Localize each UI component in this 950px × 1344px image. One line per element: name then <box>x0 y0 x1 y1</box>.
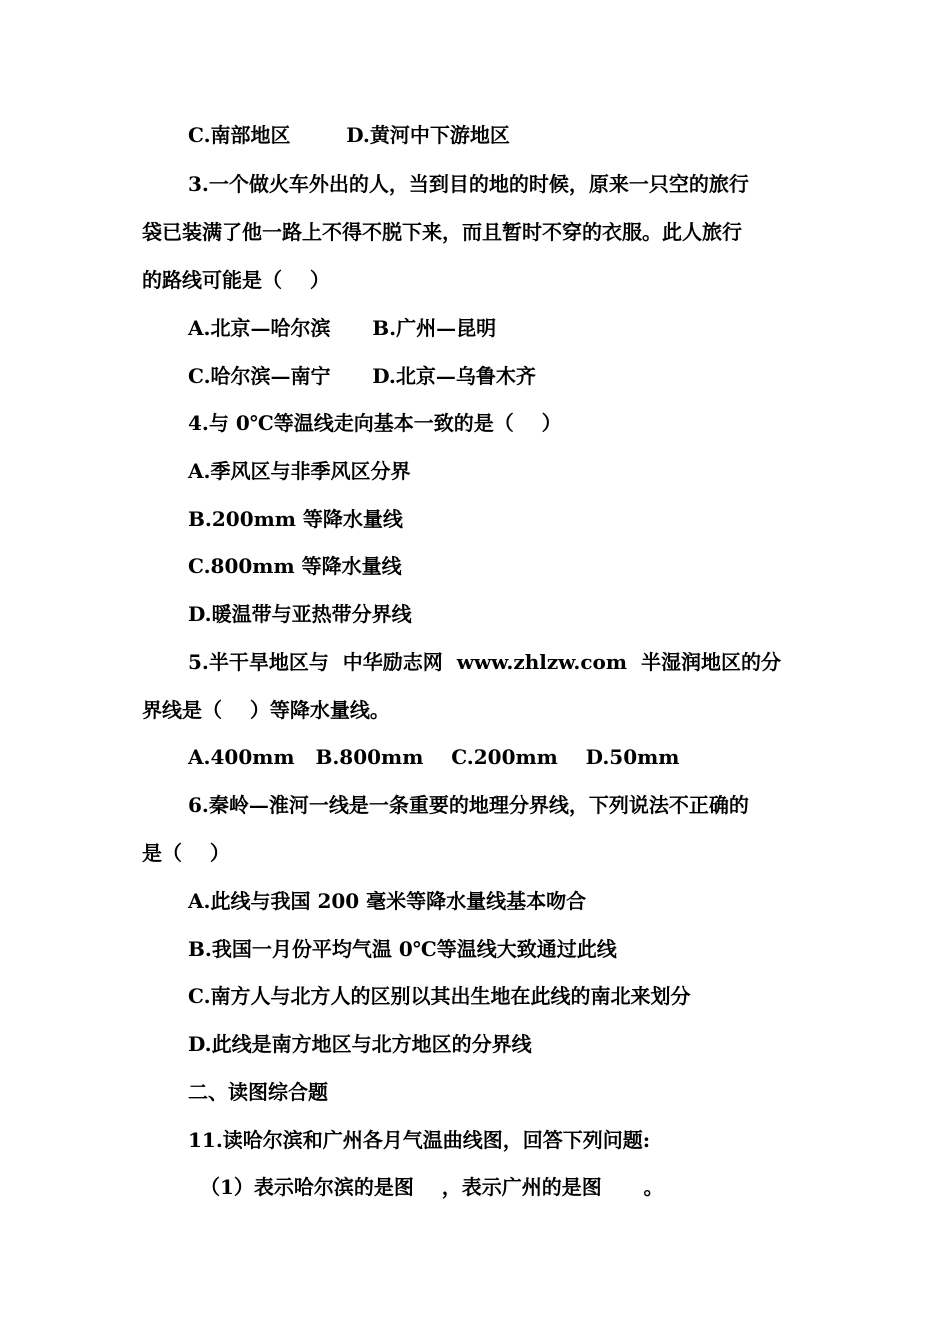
question-11-part-1: （1）表示哈尔滨的是图 ，表示广州的是图 。 <box>200 1175 664 1199</box>
option-4d: D.暖温带与亚热带分界线 <box>188 602 412 626</box>
question-5-text: 5.半干旱地区与 中华励志网 www.zhlzw.com 半湿润地区的分 <box>188 650 781 674</box>
option-4b: B.200mm 等降水量线 <box>188 507 403 531</box>
option-line-3cd: C.哈尔滨—南宁 D.北京—乌鲁木齐 <box>188 364 536 388</box>
question-3-text: 3.一个做火车外出的人，当到目的地的时候，原来一只空的旅行 <box>188 172 749 196</box>
option-6b: B.我国一月份平均气温 0℃等温线大致通过此线 <box>188 937 617 961</box>
question-11-text: 11.读哈尔滨和广州各月气温曲线图，回答下列问题: <box>188 1128 651 1152</box>
question-6-continuation: 是（ ） <box>142 841 230 865</box>
section-heading: 二、读图综合题 <box>188 1080 328 1104</box>
option-line-5: A.400mm B.800mm C.200mm D.50mm <box>188 745 680 769</box>
question-6-text: 6.秦岭—淮河一线是一条重要的地理分界线，下列说法不正确的 <box>188 793 749 817</box>
question-5-continuation: 界线是（ ）等降水量线。 <box>142 698 390 722</box>
option-6a: A.此线与我国 200 毫米等降水量线基本吻合 <box>188 889 587 913</box>
option-line-2cd: C.南部地区 D.黄河中下游地区 <box>188 123 510 147</box>
option-line-3ab: A.北京—哈尔滨 B.广州—昆明 <box>188 316 497 340</box>
option-4a: A.季风区与非季风区分界 <box>188 459 411 483</box>
option-6c: C.南方人与北方人的区别以其出生地在此线的南北来划分 <box>188 984 691 1008</box>
option-6d: D.此线是南方地区与北方地区的分界线 <box>188 1032 532 1056</box>
question-4-text: 4.与 0℃等温线走向基本一致的是（ ） <box>188 411 562 435</box>
option-4c: C.800mm 等降水量线 <box>188 554 402 578</box>
question-3-end: 的路线可能是（ ） <box>142 268 330 292</box>
question-3-continuation: 袋已装满了他一路上不得不脱下来，而且暂时不穿的衣服。此人旅行 <box>142 220 742 244</box>
